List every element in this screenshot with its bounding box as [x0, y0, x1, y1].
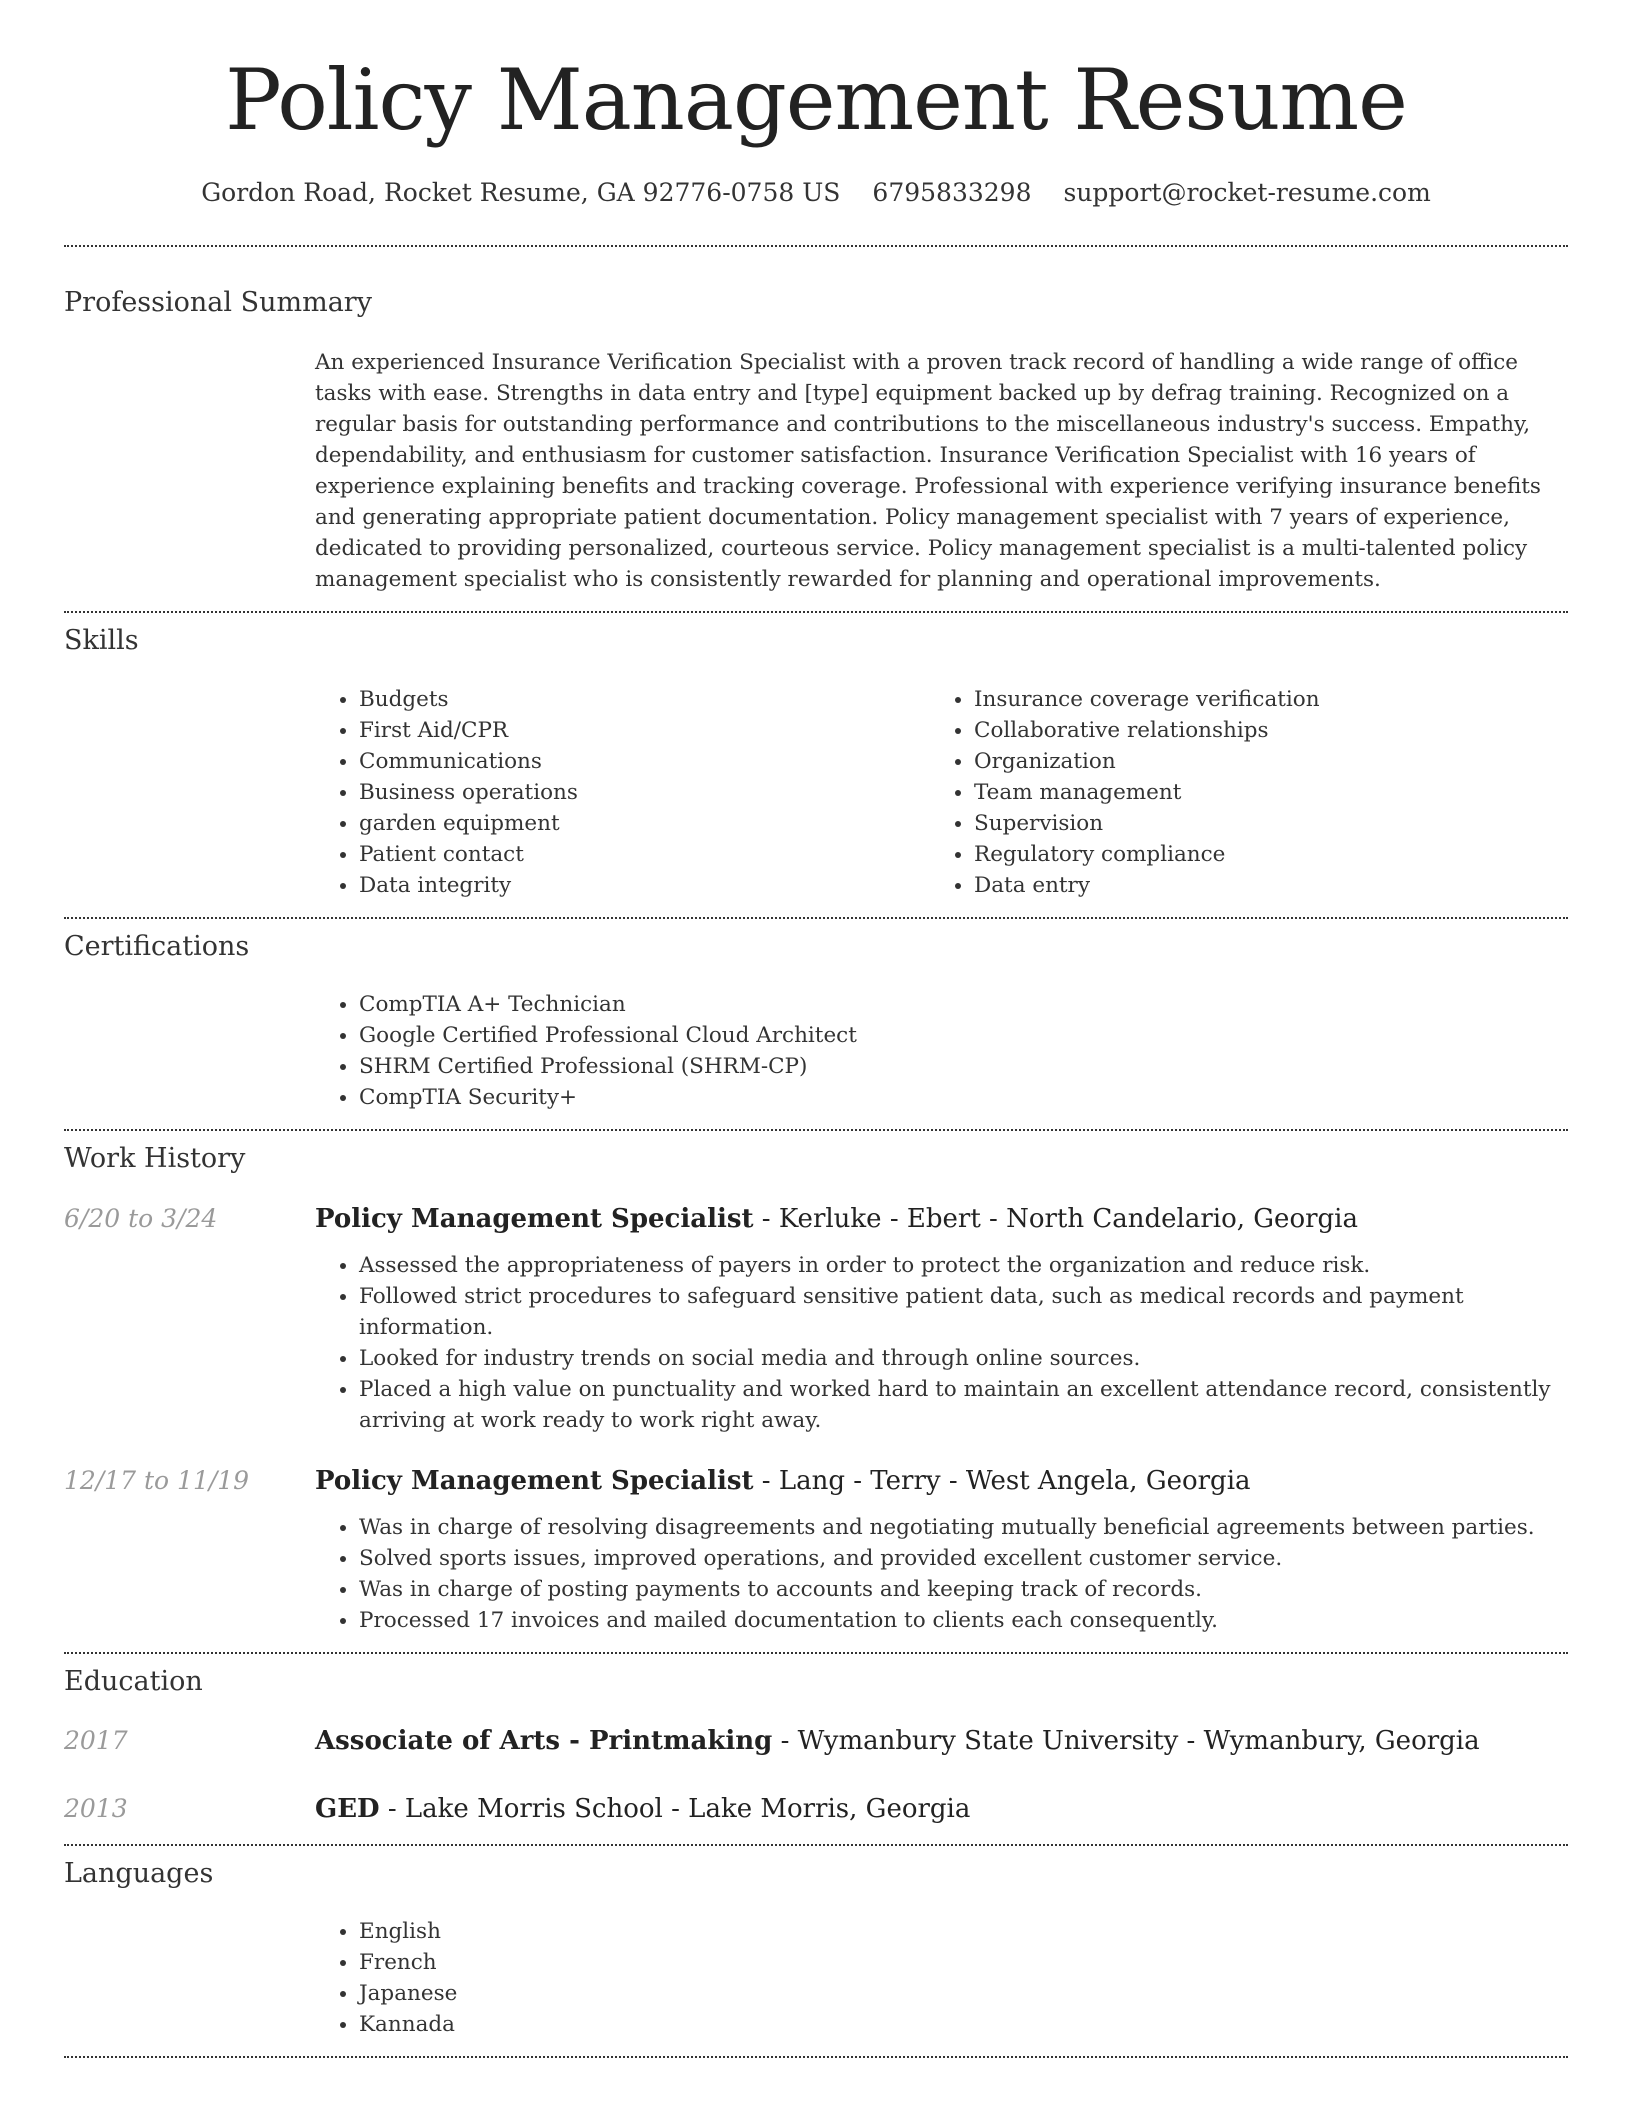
skill-item: • Organization: [974, 746, 1568, 777]
job-bullet: • Assessed the appropriateness of payers in order to protect the organization and reduce risk.: [359, 1250, 1568, 1281]
skill-item: • Collaborative relationships: [974, 715, 1568, 746]
job-dates: 12/17 to 11/19: [64, 1465, 250, 1495]
resume-title: Policy Management Resume: [225, 51, 1407, 149]
certification-item: • Google Certified Professional Cloud Architect: [359, 1020, 1568, 1051]
job-bullet: • Followed strict procedures to safeguard sensitive patient data, such as medical records and payment information.: [359, 1281, 1568, 1343]
skill-item: • Regulatory compliance: [974, 839, 1568, 870]
job-bullet: • Looked for industry trends on social media and through online sources.: [359, 1343, 1568, 1374]
job-entry: [64, 1464, 1568, 1636]
languages-body: [315, 1916, 1568, 2040]
certifications-section: [64, 919, 1568, 1129]
skill-item: • Business operations: [359, 777, 930, 808]
job-bullet: • Solved sports issues, improved operations, and provided excellent customer service.: [359, 1543, 1568, 1574]
certification-item: • SHRM Certified Professional (SHRM-CP): [359, 1051, 1568, 1082]
job-role: Policy Management Specialist: [315, 1465, 754, 1496]
job-bullet: • Was in charge of resolving disagreements and negotiating mutually beneficial agreements between parties.: [359, 1512, 1568, 1543]
language-item: • Japanese: [359, 1978, 1568, 2009]
section-title-summary: Professional Summary: [64, 287, 372, 318]
education-year: 2017: [64, 1725, 128, 1755]
skills-grid: [315, 684, 1568, 901]
language-item: • Kannada: [359, 2009, 1568, 2040]
education-section: [64, 1654, 1568, 1844]
skill-item: • Supervision: [974, 808, 1568, 839]
skill-item: • garden equipment: [359, 808, 930, 839]
skills-list-right: [930, 684, 1568, 901]
skills-section: [64, 613, 1568, 916]
job-title: [315, 1202, 1568, 1236]
job-main: [315, 1464, 1568, 1636]
job-org: - Kerluke - Ebert - North Candelario, Georgia: [753, 1203, 1358, 1234]
job-bullets: [315, 1512, 1568, 1636]
job-bullets: [315, 1250, 1568, 1436]
skill-item: • Team management: [974, 777, 1568, 808]
languages-section: [64, 1846, 1568, 2056]
summary-section: [64, 247, 1568, 611]
language-item: • French: [359, 1947, 1568, 1978]
skill-item: • Insurance coverage verification: [974, 684, 1568, 715]
certifications-list: [315, 989, 1568, 1113]
section-title-languages: Languages: [64, 1857, 214, 1889]
skill-item: • Data entry: [974, 870, 1568, 901]
education-entry: [64, 1792, 1568, 1826]
job-role: Policy Management Specialist: [315, 1203, 754, 1234]
certification-item: • CompTIA Security+: [359, 1082, 1568, 1113]
email: support@rocket-resume.com: [1063, 178, 1431, 207]
education-org: - Lake Morris School - Lake Morris, Georgia: [379, 1793, 971, 1824]
divider: [64, 2056, 1568, 2058]
languages-list: [315, 1916, 1568, 2040]
skills-list-left: [315, 684, 930, 901]
education-year: 2013: [64, 1793, 128, 1823]
skill-item: • First Aid/CPR: [359, 715, 930, 746]
phone: 6795833298: [872, 178, 1032, 207]
job-entry: [64, 1202, 1568, 1436]
skill-item: • Budgets: [359, 684, 930, 715]
contact-line: [64, 178, 1568, 207]
section-title-skills: Skills: [64, 625, 139, 657]
education-degree: GED: [315, 1793, 380, 1824]
skill-item: • Patient contact: [359, 839, 930, 870]
certification-item: • CompTIA A+ Technician: [359, 989, 1568, 1020]
education-degree: Associate of Arts - Printmaking: [315, 1725, 773, 1756]
work-section: [64, 1131, 1568, 1651]
job-bullet: • Was in charge of posting payments to accounts and keeping track of records.: [359, 1574, 1568, 1605]
education-entry: [64, 1724, 1568, 1758]
certifications-body: [315, 989, 1568, 1113]
job-org: - Lang - Terry - West Angela, Georgia: [753, 1465, 1251, 1496]
job-title: [315, 1464, 1568, 1498]
education-org: - Wymanbury State University - Wymanbury, Georgia: [772, 1725, 1480, 1756]
job-bullet: • Placed a high value on punctuality and worked hard to maintain an excellent attendance record, consistently arriving at work ready to work right away.: [359, 1374, 1568, 1436]
skill-item: • Communications: [359, 746, 930, 777]
education-title: [315, 1792, 1568, 1826]
language-item: • English: [359, 1916, 1568, 1947]
summary-text: An experienced Insurance Verification Specialist with a proven track record of handling a wide range of office tasks with ease. Strengths in data entry and [type] equipment backed up by defrag training. Recognized on a regular basis for outstanding performance and contributions to the miscellaneous industry's success. Empathy, dependability, and enthusiasm for customer satisfaction. Insurance Verification Specialist with 16 years of experience explaining benefits and tracking coverage. Professional with experience verifying insurance benefits and generating appropriate patient documentation. Policy management specialist with 7 years of experience, dedicated to providing personalized, courteous service. Policy management specialist is a multi-talented policy management specialist who is consistently rewarded for planning and operational improvements.: [315, 350, 1541, 593]
section-title-education: Education: [64, 1665, 203, 1697]
skill-item: • Data integrity: [359, 870, 930, 901]
job-bullet: • Processed 17 invoices and mailed documentation to clients each consequently.: [359, 1605, 1568, 1636]
section-title-work: Work History: [64, 1143, 246, 1175]
section-title-certifications: Certifications: [64, 930, 250, 962]
education-title: [315, 1724, 1568, 1758]
job-main: [315, 1202, 1568, 1436]
job-dates: 6/20 to 3/24: [64, 1203, 218, 1233]
address: Gordon Road, Rocket Resume, GA 92776-0758 US: [201, 178, 841, 207]
